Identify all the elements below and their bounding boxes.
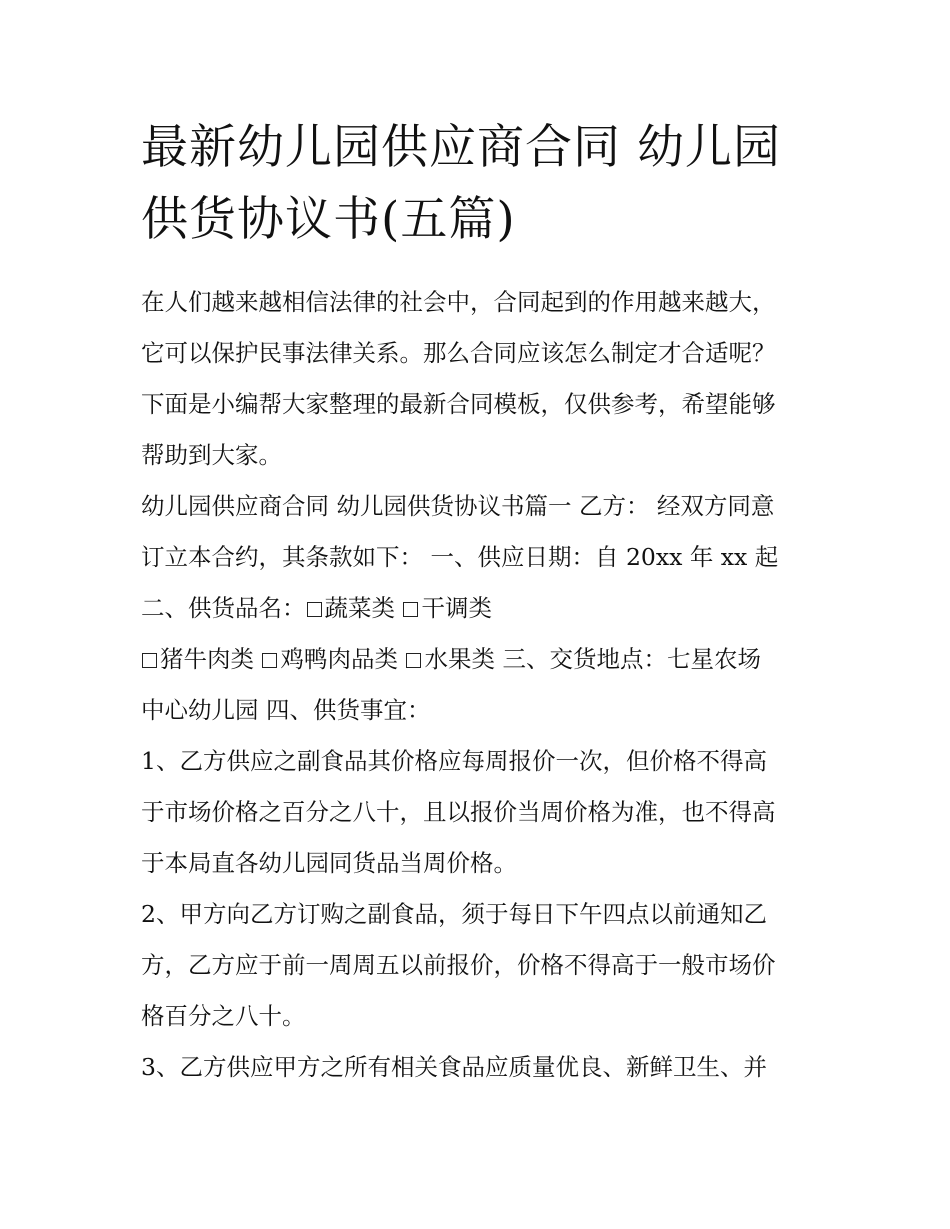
clause-line: 1、乙方供应之副食品其价格应每周报价一次，但价格不得高: [141, 747, 767, 775]
goods-item: 水果类 三、交货地点：七星农场: [424, 645, 761, 673]
section-line: 订立本合约，其条款如下： 一、供应日期：自 20xx 年 xx 起: [141, 543, 779, 571]
intro-line: 在人们越来越相信法律的社会中，合同起到的作用越来越大，: [141, 288, 776, 316]
document-page: [141, 112, 821, 1093]
document-title: [141, 112, 821, 256]
clause-line: 方，乙方应于前一周周五以前报价，价格不得高于一般市场价: [141, 951, 776, 979]
title-line: 供货协议书(五篇): [141, 192, 516, 247]
clause-line: 3、乙方供应甲方之所有相关食品应质量优良、新鲜卫生、并: [141, 1053, 767, 1081]
title-line: 最新幼儿园供应商合同 幼儿园: [141, 120, 781, 175]
goods-prefix: 二、供货品名：: [141, 594, 306, 622]
goods-item: 鸡鸭肉品类: [280, 645, 406, 673]
goods-item: 猪牛肉类: [160, 645, 262, 673]
intro-line: 它可以保护民事法律关系。那么合同应该怎么制定才合适呢？: [141, 339, 776, 367]
clause-line: 2、甲方向乙方订购之副食品，须于每日下午四点以前通知乙: [141, 900, 767, 928]
intro-line: 下面是小编帮大家整理的最新合同模板，仅供参考，希望能够: [141, 390, 776, 418]
checkbox-icon: [403, 602, 418, 617]
checkbox-icon: [406, 653, 421, 668]
checkbox-icon: [262, 653, 277, 668]
goods-line: [141, 583, 821, 634]
document-body: [141, 277, 821, 1093]
section-line: 中心幼儿园 四、供货事宜：: [141, 696, 431, 724]
clause-line: 格百分之八十。: [141, 1002, 306, 1030]
clause-line: 于本局直各幼儿园同货品当周价格。: [141, 849, 517, 877]
goods-line: [141, 634, 821, 685]
goods-item: 干调类: [421, 594, 492, 622]
section-line: 幼儿园供应商合同 幼儿园供货协议书篇一 乙方： 经双方同意: [141, 492, 775, 520]
intro-line: 帮助到大家。: [141, 441, 282, 469]
clause-line: 于市场价格之百分之八十，且以报价当周价格为准，也不得高: [141, 798, 776, 826]
goods-item: 蔬菜类: [324, 594, 403, 622]
checkbox-icon: [307, 602, 322, 617]
checkbox-icon: [142, 653, 157, 668]
